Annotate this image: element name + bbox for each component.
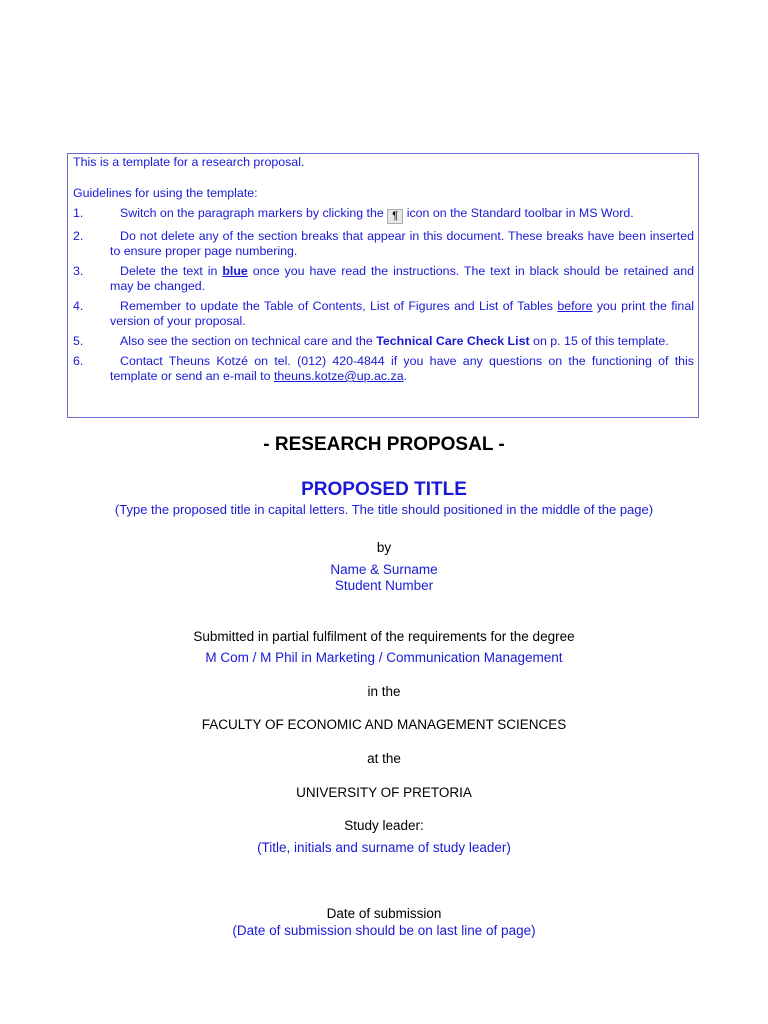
title-hint: (Type the proposed title in capital letters. The title should positioned in the middle of the page) <box>114 502 654 517</box>
at-the-label: at the <box>367 751 401 766</box>
guideline-item <box>73 206 694 224</box>
item-text: Delete the text in <box>120 264 218 278</box>
item-text: you print the final version of your proposal. <box>110 299 694 328</box>
in-the-label: in the <box>367 684 401 699</box>
guideline-item <box>73 299 694 329</box>
item-text: Contact Theuns Kotzé on tel. (012) 420-4844 if you have any questions on the functioning of this template or send an e-mail to <box>110 354 694 383</box>
submitted-statement: Submitted in partial fulfilment of the requirements for the degree <box>193 629 575 644</box>
by-label: by <box>376 540 392 555</box>
item-text: Also see the section on technical care and the <box>120 334 373 348</box>
item-number: 4. <box>73 299 84 313</box>
item-number: 5. <box>73 334 84 348</box>
student-number: Student Number <box>334 578 434 593</box>
item-text: once you have read the instructions. The text in black should be retained and may be changed. <box>110 264 694 293</box>
degree-name: M Com / M Phil in Marketing / Communication Management <box>205 650 563 665</box>
faculty-name: FACULTY OF ECONOMIC AND MANAGEMENT SCIENCES <box>201 717 567 732</box>
guideline-item <box>73 264 694 294</box>
guidelines-heading: Guidelines for using the template: <box>73 186 258 200</box>
guidelines-list <box>73 206 694 384</box>
blue-emphasis: blue <box>222 264 248 278</box>
date-label: Date of submission <box>326 906 442 921</box>
guidelines-box <box>67 153 699 418</box>
item-number: 6. <box>73 354 84 368</box>
guideline-item <box>73 334 694 349</box>
item-number: 2. <box>73 229 84 243</box>
pilcrow-icon: ¶ <box>387 209 403 224</box>
item-text: on p. 15 of this template. <box>533 334 669 348</box>
item-text: Remember to update the Table of Contents, List of Figures and List of Tables <box>120 299 553 313</box>
before-link[interactable]: before <box>557 299 593 313</box>
university-name: UNIVERSITY OF PRETORIA <box>296 785 472 800</box>
guideline-item <box>73 229 694 259</box>
item-text: Switch on the paragraph markers by clicking the <box>120 206 384 220</box>
study-leader-hint: (Title, initials and surname of study leader) <box>257 840 511 855</box>
template-intro: This is a template for a research proposal. <box>73 155 305 169</box>
check-list-reference: Technical Care Check List <box>376 334 530 348</box>
email-link[interactable]: theuns.kotze@up.ac.za <box>273 369 404 383</box>
study-leader-label: Study leader: <box>344 818 424 833</box>
date-hint: (Date of submission should be on last line of page) <box>232 923 536 938</box>
item-number: 3. <box>73 264 84 278</box>
proposed-title: PROPOSED TITLE <box>301 479 467 500</box>
item-number: 1. <box>73 206 84 220</box>
item-text: . <box>403 369 408 383</box>
guideline-item <box>73 354 694 384</box>
item-text: Do not delete any of the section breaks that appear in this document. These breaks have been inserted to ensure proper page numbering. <box>110 229 694 258</box>
item-text: icon on the Standard toolbar in MS Word. <box>406 206 634 220</box>
proposal-heading: - RESEARCH PROPOSAL - <box>263 434 505 455</box>
name-surname: Name & Surname <box>330 562 438 577</box>
